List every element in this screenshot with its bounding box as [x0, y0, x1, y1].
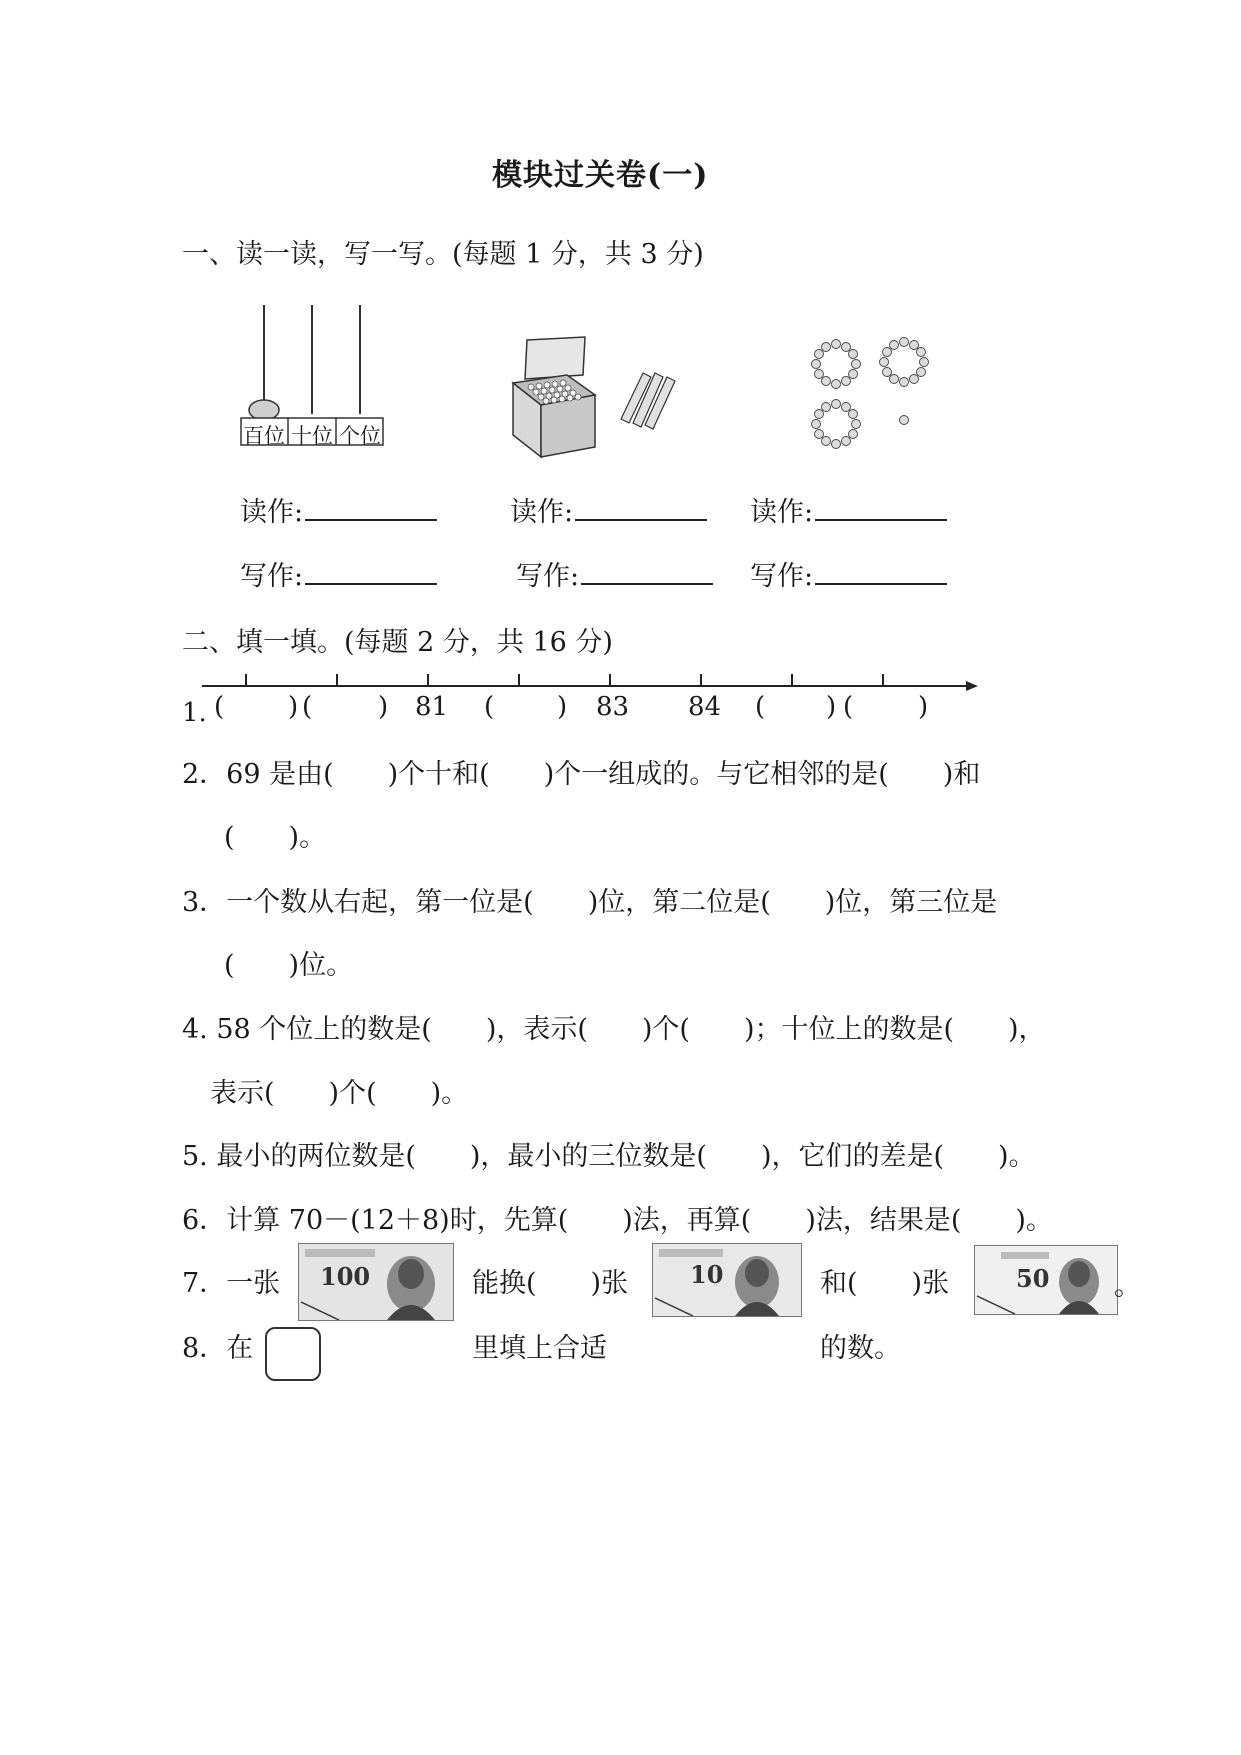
read-blank-3[interactable]	[815, 495, 947, 521]
write-label: 写作:	[240, 561, 304, 592]
question-2-line-2: ( )。	[224, 822, 327, 853]
number-line-blank-1-open[interactable]: (	[214, 692, 225, 722]
read-row-1	[240, 490, 437, 529]
question-8-part-1: 8．在	[182, 1333, 254, 1364]
number-line-value-83: 83	[596, 692, 630, 722]
number-line-blank-5-close[interactable]: )	[918, 692, 929, 722]
write-blank-3[interactable]	[815, 559, 947, 585]
bead-rings-figure	[810, 336, 950, 461]
abacus-label-ones: 个位	[339, 424, 381, 448]
banknote-10-value: 10	[690, 1260, 724, 1289]
number-line-blank-2-close[interactable]: )	[378, 692, 389, 722]
question-7-part-4: 。	[1114, 1271, 1141, 1302]
section2-heading: 二、填一填。(每题 2 分，共 16 分)	[182, 627, 613, 658]
section1-heading: 一、读一读，写一写。(每题 1 分，共 3 分)	[182, 239, 704, 270]
abacus-label-hundreds: 百位	[243, 424, 285, 448]
question-8-part-3: 的数。	[820, 1333, 901, 1364]
number-line-value-84: 84	[688, 692, 722, 722]
question-7-part-2: 能换( )张	[472, 1268, 629, 1299]
question-5: 5. 最小的两位数是( )，最小的三位数是( )，它们的差是( )。	[182, 1141, 1036, 1172]
number-line-blank-3-close[interactable]: )	[557, 692, 568, 722]
write-row-2	[516, 554, 713, 593]
read-blank-2[interactable]	[575, 495, 707, 521]
banknote-10-image	[652, 1243, 802, 1317]
write-row-3	[750, 554, 947, 593]
read-label: 读作:	[750, 497, 814, 528]
banknote-100-value: 100	[320, 1262, 371, 1291]
write-label: 写作:	[750, 561, 814, 592]
write-row-1	[240, 554, 437, 593]
question-6: 6．计算 70－(12＋8)时，先算( )法，再算( )法，结果是( )。	[182, 1205, 1053, 1236]
number-line-blank-4-open[interactable]: (	[755, 692, 766, 722]
write-label: 写作:	[516, 561, 580, 592]
read-row-3	[750, 490, 947, 529]
read-row-2	[510, 490, 707, 529]
number-line-blank-1-close[interactable]: )	[288, 692, 299, 722]
question-7-part-1: 7．一张	[182, 1268, 281, 1299]
number-line-blank-2-open[interactable]: (	[302, 692, 313, 722]
number-line-value-81: 81	[415, 692, 449, 722]
write-blank-1[interactable]	[305, 559, 437, 585]
question-3-line-2: ( )位。	[224, 950, 354, 981]
chalk-box-figure	[505, 335, 705, 460]
answer-box[interactable]	[265, 1327, 321, 1381]
abacus-label-tens: 十位	[291, 424, 333, 448]
read-label: 读作:	[240, 497, 304, 528]
question-3-line-1: 3．一个数从右起，第一位是( )位，第二位是( )位，第三位是	[182, 887, 998, 918]
read-label: 读作:	[510, 497, 574, 528]
number-line-blank-5-open[interactable]: (	[843, 692, 854, 722]
number-line	[200, 665, 980, 695]
number-line-prefix: 1.	[182, 698, 207, 728]
write-blank-2[interactable]	[581, 559, 713, 585]
question-2-line-1: 2．69 是由( )个十和( )个一组成的。与它相邻的是( )和	[182, 759, 981, 790]
question-8-part-2: 里填上合适	[472, 1333, 607, 1364]
question-4-line-2: 表示( )个( )。	[210, 1078, 469, 1109]
number-line-blank-3-open[interactable]: (	[484, 692, 495, 722]
read-blank-1[interactable]	[305, 495, 437, 521]
banknote-50-value: 50	[1016, 1264, 1050, 1293]
page-title: 模块过关卷(一)	[492, 158, 709, 193]
question-7-part-3: 和( )张	[820, 1268, 950, 1299]
question-4-line-1: 4. 58 个位上的数是( )，表示( )个( )；十位上的数是( )，	[182, 1014, 1046, 1045]
number-line-blank-4-close[interactable]: )	[826, 692, 837, 722]
